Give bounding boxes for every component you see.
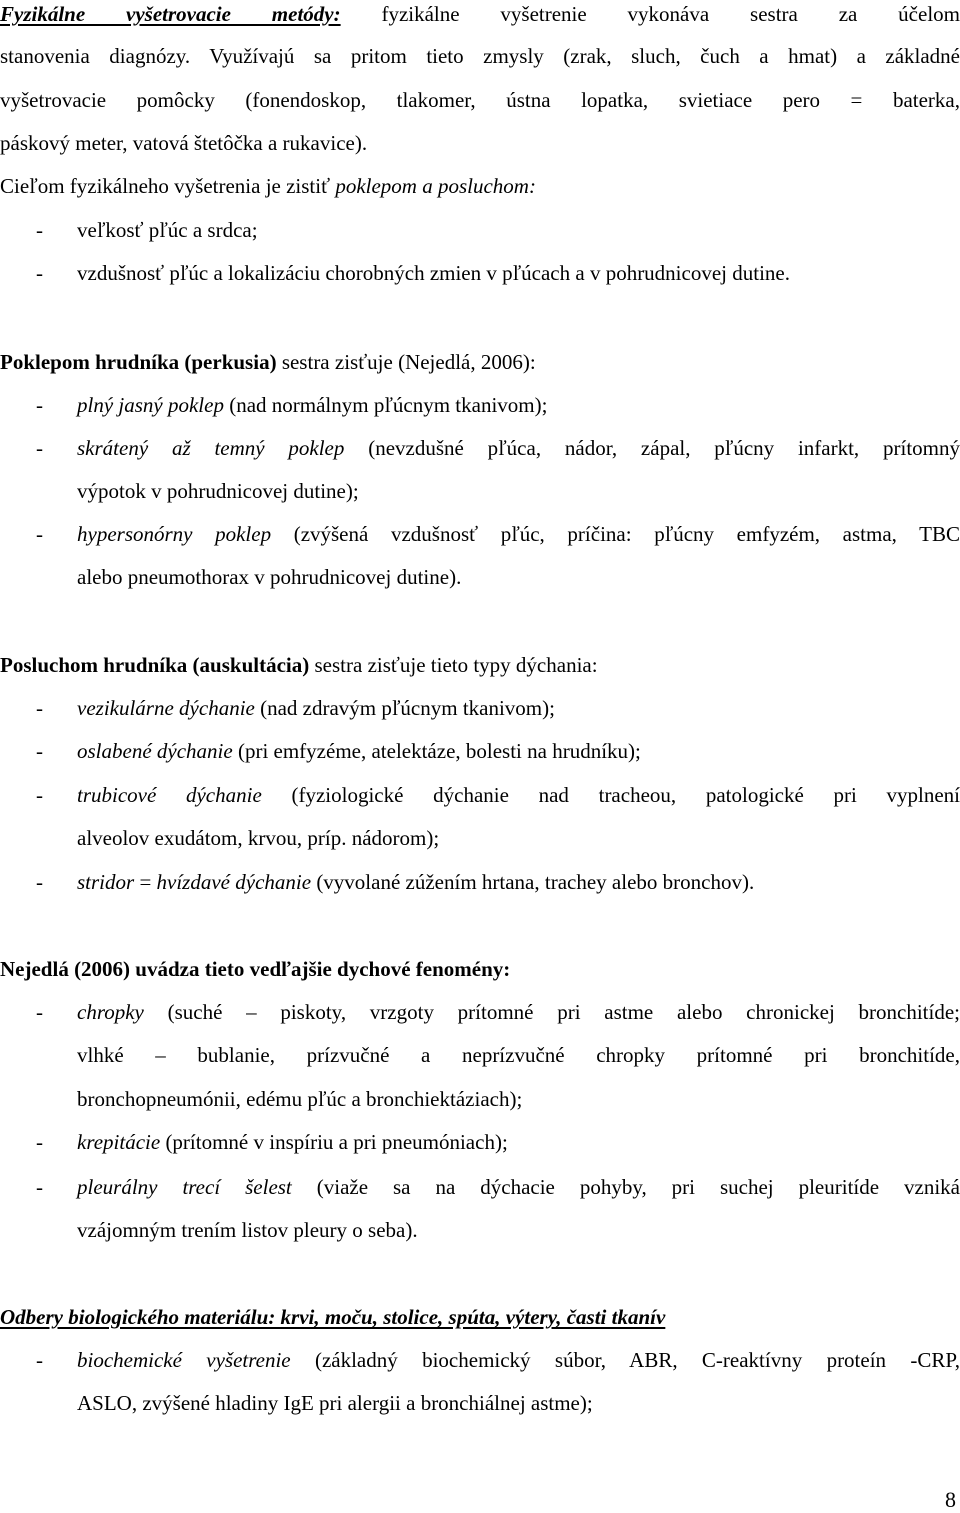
intro-line-3: vyšetrovacie pomôcky (fonendoskop, tlakomer, ústna lopatka, svietiace pero = baterka,	[0, 88, 960, 112]
intro-line-1: Fyzikálne vyšetrovacie metódy: fyzikálne vyšetrenie vykonáva sestra za účelom	[0, 2, 960, 26]
page-number: 8	[945, 1487, 956, 1512]
list-item: - plný jasný poklep (nad normálnym pľúcnym tkanivom);	[36, 393, 548, 417]
percussion-heading-line: Poklepom hrudníka (perkusia) sestra zisťuje (Nejedlá, 2006):	[0, 350, 536, 374]
list-item-continuation: výpotok v pohrudnicovej dutine);	[77, 479, 359, 503]
intro-line-4: páskový meter, vatová štetôčka a rukavice).	[0, 131, 368, 155]
list-item-continuation: vzájomným trením listov pleury o seba).	[77, 1218, 418, 1242]
list-item: - oslabené dýchanie (pri emfyzéme, atelektáze, bolesti na hrudníku);	[36, 739, 641, 763]
list-item: - hypersonórny poklep (zvýšená vzdušnosť pľúc, príčina: pľúcny emfyzém, astma, TBC	[36, 522, 960, 546]
percussion-heading: Poklepom hrudníka (perkusia)	[0, 350, 277, 374]
auscultation-heading-line: Posluchom hrudníka (auskultácia) sestra zisťuje tieto typy dýchania:	[0, 653, 598, 677]
list-item: - krepitácie (prítomné v inspíriu a pri pneumóniach);	[36, 1130, 508, 1154]
list-item: - chropky (suché – piskoty, vrzgoty prítomné pri astme alebo chronickej bronchitíde;	[36, 1000, 960, 1024]
list-item: - veľkosť pľúc a srdca;	[36, 218, 258, 242]
intro-heading: Fyzikálne vyšetrovacie metódy:	[0, 2, 341, 26]
auscultation-heading: Posluchom hrudníka (auskultácia)	[0, 653, 310, 677]
phenomena-heading-line	[0, 954, 960, 984]
samples-heading-line	[0, 1302, 960, 1332]
list-item-continuation: ASLO, zvýšené hladiny IgE pri alergii a bronchiálnej astme);	[77, 1391, 593, 1415]
list-item-continuation: vlhké – bublanie, prízvučné a neprízvučné chropky prítomné pri bronchitíde,	[77, 1043, 960, 1067]
samples-heading: Odbery biologického materiálu: krvi, moču, stolice, spúta, výtery, časti tkanív	[0, 1305, 666, 1329]
phenomena-heading: Nejedlá (2006) uvádza tieto vedľajšie dychové fenomény:	[0, 957, 511, 981]
list-item: - biochemické vyšetrenie (základný biochemický súbor, ABR, C-reaktívny proteín -CRP,	[36, 1348, 960, 1372]
list-item: - pleurálny trecí šelest (viaže sa na dýchacie pohyby, pri suchej pleuritíde vzniká	[36, 1175, 960, 1199]
list-item-continuation: alveolov exudátom, krvou, príp. nádorom);	[77, 826, 440, 850]
list-item: - stridor = hvízdavé dýchanie (vyvolané zúžením hrtana, trachey alebo bronchov).	[36, 870, 755, 894]
list-item: - vzdušnosť pľúc a lokalizáciu chorobných zmien v pľúcach a v pohrudnicovej dutine.	[36, 261, 790, 285]
list-item-continuation: alebo pneumothorax v pohrudnicovej dutine).	[77, 565, 462, 589]
intro-goal: Cieľom fyzikálneho vyšetrenia je zistiť poklepom a posluchom:	[0, 174, 536, 198]
list-item: - trubicové dýchanie (fyziologické dýchanie nad tracheou, patologické pri vyplnení	[36, 783, 960, 807]
intro-line-2: stanovenia diagnózy. Využívajú sa pritom tieto zmysly (zrak, sluch, čuch a hmat) a základné	[0, 44, 960, 68]
list-item: - vezikulárne dýchanie (nad zdravým pľúcnym tkanivom);	[36, 696, 555, 720]
list-item-continuation: bronchopneumónii, edému pľúc a bronchiektáziach);	[77, 1087, 523, 1111]
list-item: - skrátený až temný poklep (nevzdušné pľúca, nádor, zápal, pľúcny infarkt, prítomný	[36, 436, 960, 460]
